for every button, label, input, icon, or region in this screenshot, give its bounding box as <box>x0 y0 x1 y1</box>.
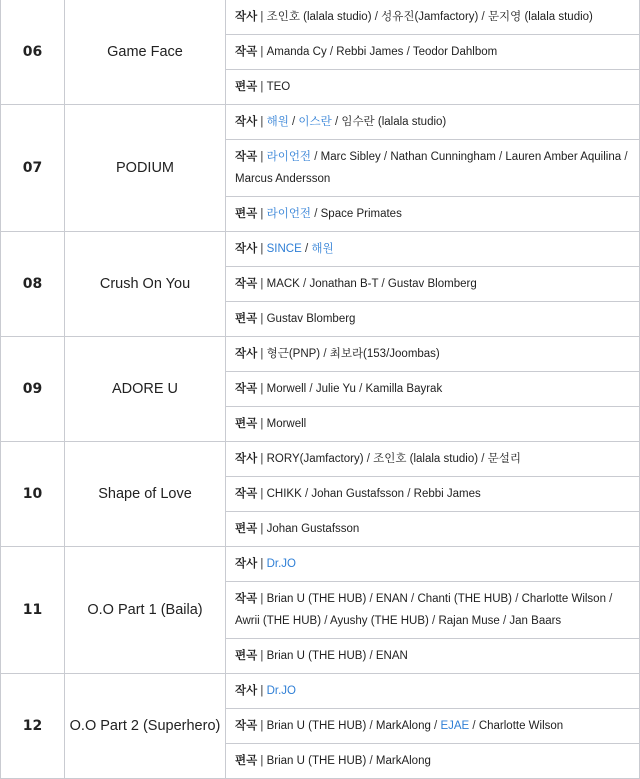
credit-row <box>1 0 640 35</box>
track-title: PODIUM <box>65 105 226 232</box>
name-separator: / <box>301 488 312 500</box>
role-divider: | <box>257 278 267 290</box>
role-divider: | <box>257 418 267 430</box>
credit-name: Lauren Amber Aquilina <box>505 151 622 163</box>
role-divider: | <box>257 81 267 93</box>
credit-role-label: 편곡 <box>235 208 258 220</box>
credit-cell <box>226 197 640 232</box>
credit-row <box>1 105 640 140</box>
credit-role-label: 작사 <box>235 558 258 570</box>
name-separator: / <box>363 453 374 465</box>
credit-cell <box>226 744 640 779</box>
credit-name: MACK <box>266 278 300 290</box>
name-separator: / <box>320 348 330 360</box>
credit-name: Marc Sibley <box>320 151 381 163</box>
name-separator: / <box>355 383 366 395</box>
artist-link[interactable]: 이스란 <box>298 116 332 128</box>
credit-cell <box>226 709 640 744</box>
artist-link[interactable]: SINCE <box>266 243 302 255</box>
track-credits-body <box>1 0 640 779</box>
credit-role-label: 작곡 <box>235 278 258 290</box>
name-separator: / <box>371 11 382 23</box>
track-title: Game Face <box>65 0 226 105</box>
credit-name: Brian U (THE HUB) <box>266 593 367 605</box>
credit-name: Chanti (THE HUB) <box>417 593 513 605</box>
track-title: O.O Part 2 (Superhero) <box>65 674 226 779</box>
credit-role-label: 편곡 <box>235 523 258 535</box>
credit-role-label: 작사 <box>235 453 258 465</box>
role-divider: | <box>257 685 267 697</box>
credit-role-label: 작곡 <box>235 720 258 732</box>
role-divider: | <box>257 383 267 395</box>
credit-cell <box>226 372 640 407</box>
credit-cell <box>226 267 640 302</box>
credit-name: ENAN <box>375 650 408 662</box>
credit-name: Amanda Cy <box>266 46 327 58</box>
credit-cell <box>226 407 640 442</box>
role-divider: | <box>257 650 267 662</box>
credit-cell <box>226 582 640 639</box>
credit-role-label: 작곡 <box>235 593 258 605</box>
artist-link[interactable]: 라이언전 <box>266 208 312 220</box>
credit-name: Brian U (THE HUB) <box>266 650 367 662</box>
credit-role-label: 작곡 <box>235 488 258 500</box>
track-number: 11 <box>1 547 65 674</box>
role-divider: | <box>257 720 267 732</box>
credit-name: Morwell <box>266 383 307 395</box>
credit-role-label: 편곡 <box>235 313 258 325</box>
artist-link[interactable]: EJAE <box>440 720 470 732</box>
credit-cell <box>226 105 640 140</box>
name-separator: / <box>430 720 441 732</box>
credit-name: Charlotte Wilson <box>521 593 606 605</box>
credit-name: Nathan Cunningham <box>390 151 496 163</box>
track-title: O.O Part 1 (Baila) <box>65 547 226 674</box>
name-separator: / <box>301 243 312 255</box>
role-divider: | <box>257 593 267 605</box>
track-number: 10 <box>1 442 65 547</box>
credit-role-label: 작곡 <box>235 46 258 58</box>
track-number: 06 <box>1 0 65 105</box>
name-separator: / <box>366 720 376 732</box>
name-separator: / <box>366 755 376 767</box>
credit-name: MarkAlong <box>375 720 431 732</box>
track-title: Shape of Love <box>65 442 226 547</box>
credit-role-label: 작사 <box>235 116 258 128</box>
role-divider: | <box>257 313 267 325</box>
credit-name: CHIKK <box>266 488 302 500</box>
name-separator: / <box>380 151 391 163</box>
name-separator: / <box>378 278 388 290</box>
name-separator: / <box>326 46 337 58</box>
credit-name: 형근(PNP) <box>266 348 321 360</box>
name-separator: / <box>299 278 310 290</box>
name-separator: / <box>605 593 613 605</box>
role-divider: | <box>257 523 267 535</box>
credit-cell <box>226 512 640 547</box>
credit-cell <box>226 674 640 709</box>
artist-link[interactable]: Dr.JO <box>266 558 296 570</box>
credit-cell <box>226 232 640 267</box>
name-separator: / <box>311 151 321 163</box>
credit-cell <box>226 547 640 582</box>
credit-name: RORY(Jamfactory) <box>266 453 364 465</box>
credit-cell <box>226 0 640 35</box>
credit-role-label: 편곡 <box>235 650 258 662</box>
name-separator: / <box>321 615 330 627</box>
role-divider: | <box>257 46 267 58</box>
credit-cell <box>226 442 640 477</box>
credit-cell <box>226 337 640 372</box>
artist-link[interactable]: Dr.JO <box>266 685 296 697</box>
track-number: 08 <box>1 232 65 337</box>
name-separator: / <box>621 151 628 163</box>
artist-link[interactable]: 해원 <box>311 243 334 255</box>
track-number: 09 <box>1 337 65 442</box>
name-separator: / <box>512 593 522 605</box>
artist-link[interactable]: 해원 <box>266 116 289 128</box>
credit-role-label: 작사 <box>235 348 258 360</box>
credit-role-label: 작곡 <box>235 151 258 163</box>
track-title: Crush On You <box>65 232 226 337</box>
credit-name: 임수란 (lalala studio) <box>341 116 447 128</box>
name-separator: / <box>403 46 413 58</box>
credit-name: Brian U (THE HUB) <box>266 720 367 732</box>
name-separator: / <box>366 593 376 605</box>
credit-name: Awrii (THE HUB) <box>235 615 322 627</box>
name-separator: / <box>306 383 316 395</box>
credit-name: Rebbi James <box>336 46 404 58</box>
credit-name: TEO <box>266 81 291 93</box>
credit-name: Morwell <box>266 418 307 430</box>
credit-name: Space Primates <box>320 208 402 220</box>
credit-role-label: 작사 <box>235 11 258 23</box>
credit-name: 성유진(Jamfactory) <box>381 11 479 23</box>
credit-name: Brian U (THE HUB) <box>266 755 367 767</box>
role-divider: | <box>257 558 267 570</box>
role-divider: | <box>257 116 267 128</box>
credit-cell <box>226 639 640 674</box>
credit-role-label: 작사 <box>235 685 258 697</box>
artist-link[interactable]: 라이언전 <box>266 151 312 163</box>
name-separator: / <box>407 593 418 605</box>
name-separator: / <box>478 453 488 465</box>
name-separator: / <box>478 11 488 23</box>
role-divider: | <box>257 11 267 23</box>
credit-role-label: 편곡 <box>235 81 258 93</box>
role-divider: | <box>257 348 267 360</box>
track-number: 07 <box>1 105 65 232</box>
track-number: 12 <box>1 674 65 779</box>
credit-name: 최보라(153/Joombas) <box>329 348 440 360</box>
name-separator: / <box>428 615 439 627</box>
track-title: ADORE U <box>65 337 226 442</box>
credit-name: ENAN <box>375 593 408 605</box>
credit-name: Marcus Andersson <box>235 173 331 185</box>
credit-name: MarkAlong <box>375 755 431 767</box>
credit-role-label: 편곡 <box>235 418 258 430</box>
credit-name: 조인호 (lalala studio) <box>373 453 479 465</box>
role-divider: | <box>257 755 267 767</box>
name-separator: / <box>311 208 321 220</box>
name-separator: / <box>288 116 299 128</box>
name-separator: / <box>366 650 376 662</box>
name-separator: / <box>331 116 342 128</box>
credit-name: Ayushy (THE HUB) <box>330 615 429 627</box>
name-separator: / <box>499 615 510 627</box>
credit-cell <box>226 70 640 105</box>
credit-name: Jan Baars <box>509 615 562 627</box>
credit-role-label: 작사 <box>235 243 258 255</box>
credit-cell <box>226 302 640 337</box>
credit-cell <box>226 140 640 197</box>
credit-name: Johan Gustafsson <box>266 523 360 535</box>
credit-name: Johan Gustafsson <box>311 488 405 500</box>
credit-name: Gustav Blomberg <box>266 313 356 325</box>
credit-name: Jonathan B-T <box>309 278 379 290</box>
credit-name: 문지영 (lalala studio) <box>487 11 593 23</box>
credit-name: Julie Yu <box>315 383 356 395</box>
name-separator: / <box>404 488 414 500</box>
credit-name: Rajan Muse <box>438 615 500 627</box>
credit-name: Rebbi James <box>413 488 481 500</box>
credit-name: Kamilla Bayrak <box>365 383 443 395</box>
role-divider: | <box>257 453 267 465</box>
credit-cell <box>226 477 640 512</box>
credit-name: Gustav Blomberg <box>387 278 477 290</box>
name-separator: / <box>469 720 479 732</box>
credit-row <box>1 674 640 709</box>
credit-name: Teodor Dahlbom <box>412 46 498 58</box>
credit-name: 문설리 <box>487 453 521 465</box>
credit-row <box>1 337 640 372</box>
credit-name: Charlotte Wilson <box>478 720 564 732</box>
credit-role-label: 편곡 <box>235 755 258 767</box>
name-separator: / <box>495 151 506 163</box>
credit-cell <box>226 35 640 70</box>
credit-row <box>1 232 640 267</box>
credit-row <box>1 442 640 477</box>
credit-name: 조인호 (lalala studio) <box>266 11 372 23</box>
role-divider: | <box>257 208 267 220</box>
role-divider: | <box>257 243 267 255</box>
role-divider: | <box>257 488 267 500</box>
credit-role-label: 작곡 <box>235 383 258 395</box>
credit-row <box>1 547 640 582</box>
role-divider: | <box>257 151 267 163</box>
